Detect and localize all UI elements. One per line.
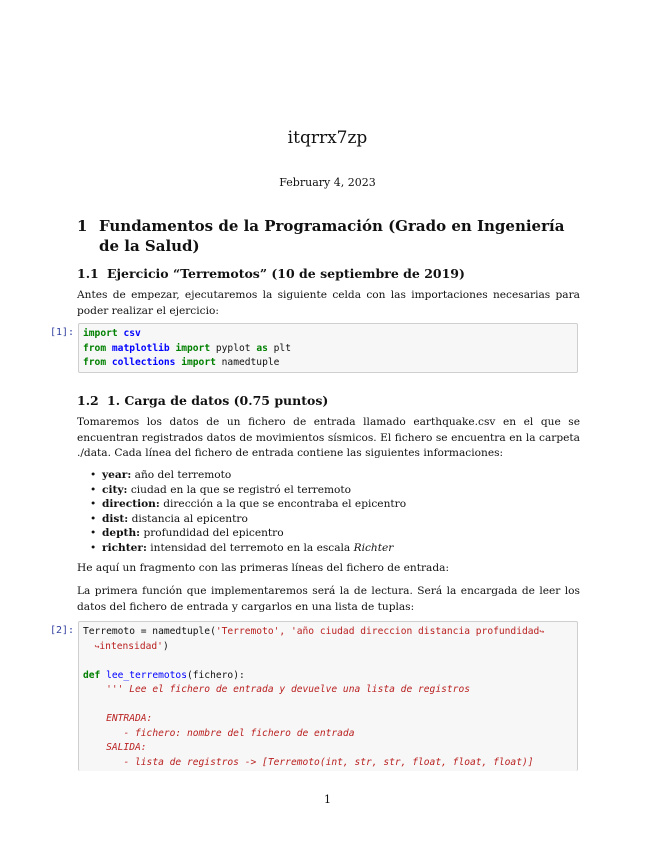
list-item: • richter: intensidad del terremoto en la escala Richter (90, 541, 406, 556)
cell-prompt: [2]: (50, 625, 75, 636)
list-item: • direction: dirección a la que se encontraba el epicentro (90, 497, 406, 512)
code-cell-reader[interactable]: Terremoto = namedtuple('Terremoto', 'año ciudad direccion distancia profundidad↪ ↪intensidad') def lee_terremotos(fichero): ''' Lee el fichero de entrada y devuelve una lista de registros ENTRADA: - fichero: nombre del fichero de entrada SALIDA: - lista de registros -> [Terremoto(int, str, str, float, float, float)] (78, 621, 578, 771)
code-cell-imports[interactable]: import csv from matplotlib import pyplot as plt from collections import namedtuple (78, 323, 578, 373)
reading-function-paragraph: La primera función que implementaremos será la de lectura. Será la encargada de leer los datos del fichero de entrada y cargarlos en una lista de tuplas: (77, 585, 580, 613)
document-title: itqrrx7zp (287, 128, 368, 148)
section-1-heading (77, 216, 582, 256)
section-title: 1. Carga de datos (0.75 puntos) (107, 393, 329, 408)
list-item: • dist: distancia al epicentro (90, 512, 406, 527)
section-title: Ejercicio “Terremotos” (10 de septiembre de 2019) (107, 266, 465, 281)
section-1-1-heading (77, 266, 465, 281)
list-item: • year: año del terremoto (90, 468, 406, 483)
section-number: 1.1 (77, 266, 99, 281)
section-number: 1.2 (77, 393, 99, 408)
fragment-paragraph: He aquí un fragmento con las primeras líneas del fichero de entrada: (77, 562, 450, 574)
cell-prompt: [1]: (50, 327, 75, 338)
list-item: • depth: profundidad del epicentro (90, 526, 406, 541)
document-date: February 4, 2023 (279, 176, 376, 189)
data-description-paragraph: Tomaremos los datos de un fichero de entrada llamado earthquake.csv en el que se encuentran registrados datos de movimientos sísmicos. El fichero se encuentra en la carpeta ./data. Cada línea del fichero de entrada contiene las siguientes informaciones: (77, 416, 580, 459)
intro-paragraph: Antes de empezar, ejecutaremos la siguiente celda con las importaciones necesarias para poder realizar el ejercicio: (77, 289, 580, 317)
field-list (90, 468, 406, 555)
section-number: 1 (77, 217, 88, 235)
page-number: 1 (324, 793, 331, 806)
section-title: Fundamentos de la Programación (Grado en Ingeniería de la Salud) (99, 217, 565, 255)
section-1-2-heading (77, 393, 328, 408)
list-item: • city: ciudad en la que se registró el terremoto (90, 483, 406, 498)
